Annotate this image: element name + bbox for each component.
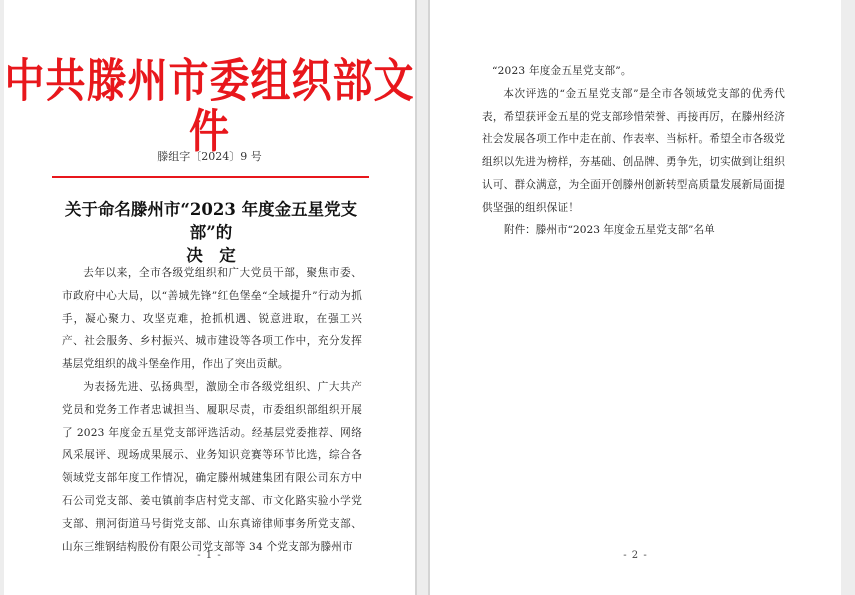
body-paragraph: 本次评选的“金五星党支部”是全市各领域党支部的优秀代表，希望获评金五星的党支部珍惜荣誉、再接再厉，在滕州经济社会发展各项工作中走在前、作表率、当标杆。希望全市各级党组织以先进为榜样，夯基础、创品牌、勇争先，切实做到让组织认可、群众满意，为全面开创滕州创新转型高质量发展新局面提供坚强的组织保证！ (482, 87, 785, 214)
document-page-1 (4, 0, 415, 595)
document-masthead: 中共滕州市委组织部文件 (4, 53, 415, 159)
page-number: - 2 - (623, 550, 648, 561)
attachment-note: 附件：滕州市“2023 年度金五星党支部”名单 (504, 224, 715, 236)
body-paragraph-continuation: “2023 年度金五星党支部”。 (492, 65, 632, 77)
page-1-body (62, 262, 362, 558)
body-paragraph: 为表扬先进、弘扬典型，激励全市各级党组织、广大共产党员和党务工作者忠诚担当、履职尽责，市委组织部组织开展了 2023 年度金五星党支部评选活动。经基层党委推荐、网络风采展评、现场成果展示、业务知识竞赛等环节比选，综合各领域党支部年度工作情况，确定滕州城建集团有限公司东方中石公司党支部、姜屯镇前李店村党支部、市文化路实验小学党支部、荆河街道马号街党支部、山东真谛律师事务所党支部、山东三维钢结构股份有限公司党支部等 34 个党支部为滕州市 (62, 380, 362, 553)
document-number: 滕组字〔2024〕9 号 (157, 150, 262, 163)
document-title-line-2: 决 定 (186, 246, 236, 265)
document-page-2 (430, 0, 841, 595)
page-number: - 1 - (197, 550, 222, 561)
document-title (50, 198, 372, 267)
document-title-line-1: 关于命名滕州市“2023 年度金五星党支部”的 (64, 200, 358, 242)
body-paragraph: 去年以来，全市各级党组织和广大党员干部，聚焦市委、市政府中心大局，以“善城先锋”红色堡垒“全域提升”行动为抓手，凝心聚力、攻坚克难，抢抓机遇、锐意进取，在强工兴产、社会服务、乡村振兴、城市建设等各项工作中，充分发挥基层党组织的战斗堡垒作用，作出了突出贡献。 (62, 267, 362, 371)
red-separator-line (52, 176, 369, 178)
page-2-body (482, 60, 785, 220)
